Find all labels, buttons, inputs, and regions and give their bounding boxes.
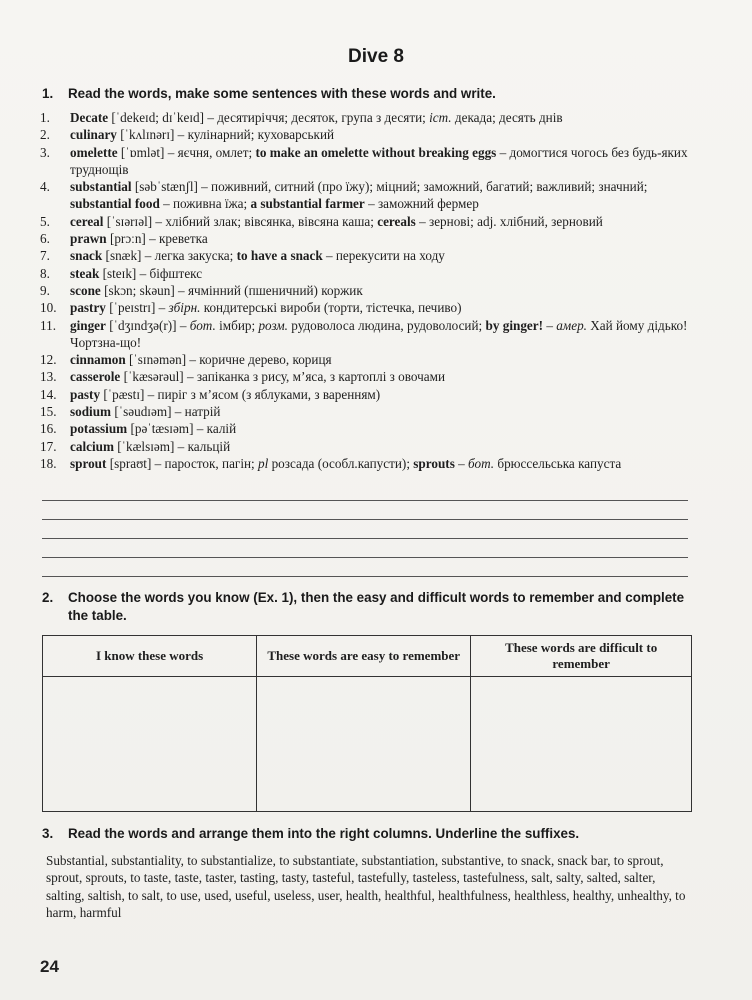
vocab-definition: брюссельська капуста	[494, 455, 622, 471]
vocab-phrase: substantial food	[70, 196, 160, 212]
vocab-number: 8.	[40, 265, 50, 281]
vocab-definition: [skɔn; skəun] – ячмінний (пшеничний) коржик	[100, 282, 363, 298]
vocab-number: 3.	[40, 144, 50, 160]
writing-line[interactable]	[42, 539, 688, 558]
vocab-word: calcium	[70, 438, 114, 454]
vocab-definition: кондитерські вироби (торти, тістечка, печиво)	[200, 300, 462, 316]
task-3-number: 3.	[42, 826, 54, 841]
vocab-definition: розсада (особл.капусти);	[268, 455, 414, 471]
vocab-definition: [ˈkælsɪəm] – кальцій	[113, 438, 231, 454]
vocab-phrase: sprouts	[413, 455, 455, 471]
vocab-definition: – зернові; adj. хлібний, зерновий	[415, 213, 603, 229]
vocab-definition: [snæk] – легка закуска;	[102, 248, 237, 264]
task-1-instruction: Read the words, make some sentences with these words and write.	[68, 86, 496, 101]
vocab-item	[40, 178, 700, 213]
task-3-instruction: Read the words and arrange them into the right columns. Underline the suffixes.	[68, 826, 580, 841]
vocab-label: pl	[258, 455, 269, 471]
vocab-phrase: to make an omelette without breaking eggs	[255, 144, 497, 160]
vocab-number: 18.	[40, 455, 57, 471]
vocab-number: 15.	[40, 404, 57, 420]
vocab-definition: [ˈkʌlɪnərɪ] – кулінарний; куховарський	[116, 127, 335, 143]
vocab-definition: імбир;	[215, 317, 259, 333]
column-header-difficult: These words are difficult to remember	[471, 636, 692, 677]
vocab-definition: [steɪk] – біфштекс	[99, 265, 203, 281]
vocab-item	[40, 247, 700, 264]
vocab-definition: декада; десять днів	[451, 110, 563, 125]
vocab-number: 1.	[40, 110, 50, 125]
vocab-definition: [ˈkæsərəul] – запіканка з рису, м’яса, з картоплі з овочами	[120, 369, 446, 385]
task-1-number: 1.	[42, 86, 54, 101]
vocab-item	[40, 455, 700, 472]
vocab-word: steak	[70, 265, 100, 281]
vocab-item	[40, 351, 700, 368]
vocab-word: cereal	[70, 213, 104, 229]
vocab-definition: [ˈɒmlət] – яєчня, омлет;	[117, 144, 256, 160]
vocab-number: 16.	[40, 421, 57, 437]
task-3-heading	[42, 825, 702, 843]
vocab-word: snack	[70, 248, 103, 264]
vocab-word: scone	[70, 282, 101, 298]
vocab-word: pasty	[70, 386, 101, 402]
vocab-phrase: a substantial farmer	[250, 196, 365, 212]
task-3-word-list: Substantial, substantiality, to substantialize, to substantiate, substantiation, substantive, to snack, snack bar, to sprout, sprout, sprouts, to taste, taste, taster, tasting, tasty, tasteful, tastefully, tasteless, tastefulness, salt, salty, salted, salter, salting, saltish, to salt, to use, used, useful, useless, user, health, healthful, healthfulness, healthless, healthy, unhealthy, to harm, harmful	[46, 853, 686, 920]
vocab-definition: [ˈsəudɪəm] – натрій	[111, 404, 221, 420]
vocab-item	[40, 230, 700, 247]
task-2-number: 2.	[42, 590, 54, 605]
vocab-label: іст.	[429, 110, 452, 125]
vocab-word: pastry	[70, 300, 106, 316]
column-header-know: I know these words	[43, 636, 257, 677]
writing-line[interactable]	[42, 482, 688, 501]
vocab-number: 7.	[40, 248, 50, 264]
vocab-word: casserole	[70, 369, 121, 385]
vocab-word: sodium	[70, 404, 112, 420]
cell-easy[interactable]	[257, 677, 471, 812]
vocab-definition: –	[543, 317, 557, 333]
vocab-item	[40, 126, 700, 143]
vocab-phrase: by ginger!	[485, 317, 544, 333]
vocab-item	[40, 109, 700, 126]
vocab-word: Decate	[70, 110, 109, 125]
vocab-word: substantial	[70, 179, 132, 195]
vocab-word: omelette	[70, 144, 118, 160]
writing-line[interactable]	[42, 558, 688, 577]
vocab-definition: [ˈsɪərɪəl] – хлібний злак; вівсянка, вівсяна каша;	[103, 213, 378, 229]
vocab-phrase: to have a snack	[236, 248, 323, 264]
cell-know[interactable]	[43, 677, 257, 812]
vocab-word: sprout	[70, 455, 107, 471]
writing-line[interactable]	[42, 520, 688, 539]
vocab-number: 17.	[40, 438, 57, 454]
vocab-number: 5.	[40, 213, 50, 229]
vocab-definition: [prɔːn] – креветка	[106, 231, 208, 247]
vocab-definition: Хай йому дідько! Чортзна-що!	[70, 317, 688, 350]
vocab-item	[40, 386, 700, 403]
vocab-item	[40, 368, 700, 385]
vocab-definition: [səbˈstænʃl] – поживний, ситний (про їжу); міцний; заможний, багатий; важливий; значний;	[131, 179, 648, 195]
task-1-heading	[42, 85, 702, 103]
column-header-easy: These words are easy to remember	[257, 636, 471, 677]
vocab-item	[40, 213, 700, 230]
vocab-label: розм.	[258, 317, 288, 333]
vocab-definition: [spraʊt] – паросток, пагін;	[106, 455, 259, 471]
vocab-number: 9.	[40, 282, 50, 298]
vocab-definition: [ˈsɪnəmən] – коричне дерево, кориця	[125, 352, 332, 368]
vocab-number: 14.	[40, 386, 57, 402]
vocab-item	[40, 403, 700, 420]
words-table	[42, 635, 692, 812]
vocab-label: амер.	[556, 317, 587, 333]
page-number: 24	[40, 957, 59, 976]
vocab-item	[40, 317, 700, 352]
task-2-heading	[42, 589, 702, 625]
vocab-number: 6.	[40, 231, 50, 247]
writing-line[interactable]	[42, 501, 688, 520]
vocab-number: 13.	[40, 369, 57, 385]
vocab-label: збірн.	[168, 300, 201, 316]
vocab-number: 11.	[40, 317, 56, 333]
vocab-word: cinnamon	[70, 352, 126, 368]
task-2-instruction: Choose the words you know (Ex. 1), then the easy and difficult words to remember and complete the table.	[68, 590, 685, 623]
vocab-definition: – домогтися чогось без будь-яких труднощів	[70, 144, 688, 177]
vocab-item	[40, 438, 700, 455]
vocab-definition: [pəˈtæsɪəm] – калій	[127, 421, 237, 437]
writing-lines	[42, 482, 688, 577]
vocab-word: prawn	[70, 231, 107, 247]
page-title: Dive 8	[348, 46, 404, 67]
vocab-item	[40, 420, 700, 437]
vocab-phrase: cereals	[377, 213, 416, 229]
vocab-label: бот.	[468, 455, 495, 471]
cell-difficult[interactable]	[471, 677, 692, 812]
vocab-definition: – поживна їжа;	[159, 196, 251, 212]
vocab-number: 4.	[40, 179, 50, 195]
vocab-item	[40, 144, 700, 179]
vocab-item	[40, 265, 700, 282]
vocab-definition: – заможний фермер	[364, 196, 479, 212]
vocab-word: potassium	[70, 421, 128, 437]
vocab-word: culinary	[70, 127, 117, 143]
vocab-item	[40, 299, 700, 316]
vocab-number: 12.	[40, 352, 57, 368]
vocab-label: бот.	[189, 317, 216, 333]
vocab-number: 10.	[40, 300, 57, 316]
vocab-word: ginger	[70, 317, 106, 333]
vocab-definition: [ˈpeɪstrɪ] –	[105, 300, 169, 316]
vocab-definition: [ˈdekeɪd; dɪˈkeɪd] – десятиріччя; десяток, група з десяти;	[108, 110, 430, 125]
vocab-item	[40, 282, 700, 299]
vocab-number: 2.	[40, 127, 50, 143]
vocab-definition: –	[454, 455, 469, 471]
vocab-definition: – перекусити на ходу	[322, 248, 445, 264]
vocab-definition: [ˈpæstɪ] – пиріг з м’ясом (з яблуками, з варенням)	[100, 386, 381, 402]
vocab-definition: рудоволоса людина, рудоволосий;	[287, 317, 486, 333]
vocabulary-list	[40, 109, 700, 472]
vocab-definition: [ˈdʒɪndʒə(r)] –	[105, 317, 190, 333]
